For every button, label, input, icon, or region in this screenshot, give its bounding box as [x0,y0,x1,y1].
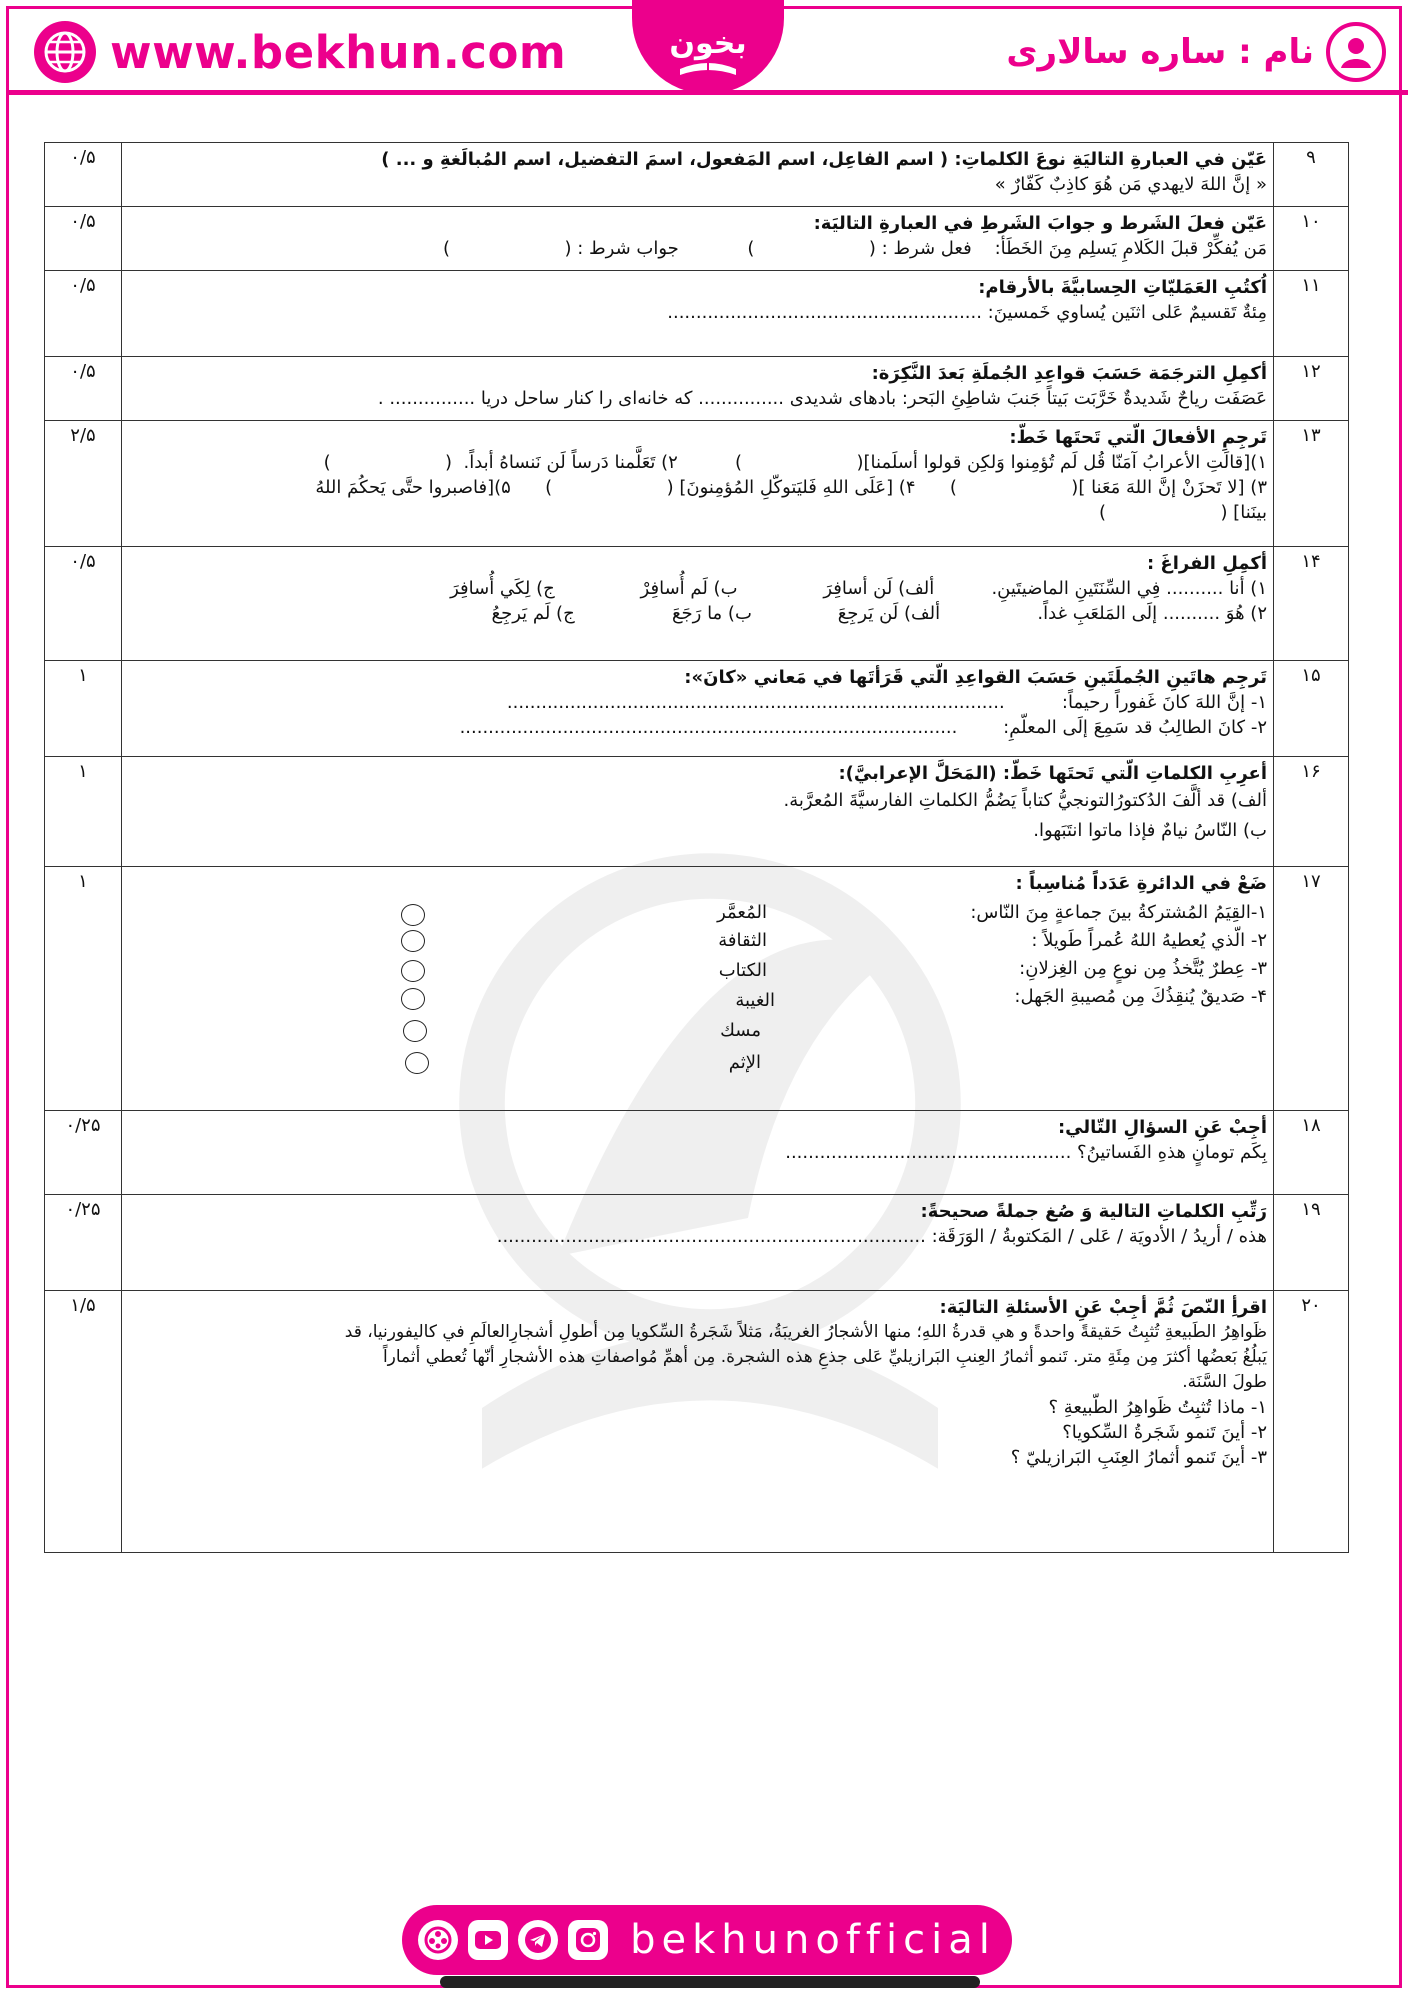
instagram-icon[interactable] [568,1920,608,1960]
user-icon [1326,22,1386,82]
question-line: بینَنا] ( ) [1098,502,1267,523]
question-row-12 [45,357,1349,421]
question-row-10 [45,207,1349,271]
matching-option: الکتاب [718,960,767,981]
question-body [122,207,1274,271]
question-row-16 [45,757,1349,867]
question-score: ۱ [45,867,122,1111]
question-title: عَیّن في العبارةِ التاليَةِ نوعَ الکلماتِ: ( اسم الفاعِل، اسم المَفعول، اسمَ التفضیل، اسم المُبالَغةِ و ... ) [381,149,1267,170]
logo-text: بخون [669,26,747,61]
question-body [122,661,1274,757]
question-body [122,1291,1274,1553]
question-line: مِئةٌ تَقسیمٌ عَلی اثنَین یُساوي خَمسینَ: ....................................................... [667,302,1267,323]
answer-circle[interactable] [401,904,425,926]
question-score: ۰/۵ [45,143,122,207]
question-title: ضَعْ في الدائرةِ عَدَداً مُناسِباً : [1015,873,1267,894]
matching-option: الإثم [728,1052,761,1073]
question-number: ۱۹ [1274,1195,1349,1291]
question-score: ۰/۵ [45,207,122,271]
question-title: عَیّن فعلَ الشَرط و جوابَ الشَرطِ في العبارةِ التاليَة: [813,213,1267,234]
question-line: ألف) قد ألَّفَ الدُکتورُالتونجيُّ کتاباً یَضُمُّ الکلماتِ الفارسیَّةَ المُعرَّبة. [783,790,1267,811]
matching-item: ۲- الّذي یُعطیهُ اللهُ عُمراً طَویلاً : [1031,930,1267,951]
aparat-icon[interactable] [418,1920,458,1960]
question-score: ۱/۵ [45,1291,122,1553]
question-body [122,757,1274,867]
question-row-18 [45,1111,1349,1195]
question-score: ۰/۲۵ [45,1195,122,1291]
question-line: ب) النّاسُ نیامٌ فإذا ماتوا انتَبَهوا. [1033,820,1267,841]
question-line: بِکَم تومانٍ هذهِ الفَساتینُ؟ .................................................. [785,1142,1267,1163]
globe-icon [34,21,96,83]
question-row-19 [45,1195,1349,1291]
question-title: أکمِلِ الفراغَ : [1146,553,1267,574]
question-number: ۱۰ [1274,207,1349,271]
social-handle[interactable]: bekhunofficial [630,1917,996,1963]
answer-circle[interactable] [401,930,425,952]
question-body [122,271,1274,357]
question-body [122,143,1274,207]
question-row-14 [45,547,1349,661]
reading-passage [128,1320,1267,1395]
matching-item: ۱-القِیَمُ المُشترکةُ بینَ جماعةٍ مِنَ النّاس: [970,902,1267,923]
question-score: ۰/۲۵ [45,1111,122,1195]
question-row-9 [45,143,1349,207]
answer-circle[interactable] [403,1020,427,1042]
answer-circle[interactable] [401,988,425,1010]
question-row-11 [45,271,1349,357]
matching-option: مسك [720,1020,761,1041]
question-number: ۱۳ [1274,421,1349,547]
student-name [1006,20,1386,84]
question-line: ۱)[قالَتِ الأعرابُ آمَنّا قُل لَم تُؤمِنوا وَلکِن قولوا أسلَمنا]( ) ۲) تَعَلَّمنا دَرساً لَن نَنساهُ أبداً. ( ) [323,452,1267,473]
matching-option: المُعمَّر [717,902,767,923]
question-title: أعرِبِ الکلماتِ الّتي تَحتَها خَطّ: (المَحَلَّ الإعرابيَّ): [838,763,1267,784]
matching-area [128,896,1267,1086]
matching-option: الثقافة [718,930,767,951]
question-title: رَتِّبِ الکلماتِ التالیة وَ صُغ جملةً صحیحةً: [920,1201,1267,1222]
question-line: ۱) أنا .......... فِي السِّنَتَینِ الماضیتَینِ. ألف) لَن أسافِرَ ب) لَم أُسافِرْ ج) لِکَي أُسافِرَ [450,578,1267,599]
sub-question: ۳- أینَ تَنمو أثمارُ العِنَبِ البَرازیليّ ؟ [1010,1447,1267,1468]
youtube-icon[interactable] [468,1920,508,1960]
question-line: عَصَفَت ریاحٌ شَدیدةٌ خَرَّبَت بَیتاً جَنبَ شاطِئِ البَحر: بادهای شدیدی ............... که خانه‌ای را کنار ساحل دریا ............... . [377,388,1267,409]
passage-line: یَبلُغُ بَعضُها أکثرَ مِن مِئَةِ متر. تَنمو أثمارُ العِنبِ البَرازیليِّ عَلی جذعِ هذه الشجرة. مِن أهمِّ مُواصفاتِ هذه الأشجارِ أنّها تُعطي أثماراً [382,1347,1267,1367]
matching-option: الغیبة [735,990,775,1011]
question-line: ۳) [لا تَحزَنْ إنَّ اللهَ مَعَنا ]( ) ۴) [عَلَی اللهِ فَلیَتوکّلِ المُؤمِنونَ] ( ) ۵)[فاصبروا حتَّی یَحکُمَ اللهُ [315,477,1267,498]
question-body [122,1195,1274,1291]
question-row-20 [45,1291,1349,1553]
question-number: ۲۰ [1274,1291,1349,1553]
question-score: ۰/۵ [45,357,122,421]
question-body [122,1111,1274,1195]
question-body [122,421,1274,547]
telegram-icon[interactable] [518,1920,558,1960]
question-line: هذه / أریدُ / الأدویَة / عَلی / المَکتوبةُ / الوَرَقَة: ........................................................................... [496,1226,1267,1247]
passage-line: ظَواهِرُ الطَبیعةِ تُثبِتُ حَقیقةً واحدةً و هي قدرةُ اللهِ؛ منها الأشجارُ الغریبَةُ، مَثلاً شَجَرةُ السِّکویا مِن أطولِ أشجارِالعالَمِ في کالیفورنیا، قد [344,1322,1267,1342]
question-title: تَرجِمِ الأفعالَ الّتي تَحتَها خَطّ: [1009,427,1267,448]
matching-item: ۴- صَدیقٌ یُنقِذُكَ مِن مُصیبةِ الجَهل: [1014,986,1267,1007]
matching-item: ۳- عِطرٌ یُتَّخذُ مِن نوعٍ مِن الغِزلانِ: [1019,958,1267,979]
question-score: ۱ [45,757,122,867]
question-line: ۱- إنَّ اللهَ کانَ غَفوراً رحیماً: ....................................................................................... [506,692,1267,713]
question-title: اقرأِ النّصَ ثُمَّ أجِبْ عَنِ الأسئلةِ التالیَة: [939,1297,1267,1318]
questions-table [44,142,1349,1553]
question-line: ۲- کانَ الطالِبُ قد سَمِعَ إلَی المعلّمِ: ....................................................................................... [459,717,1267,738]
question-number: ۱۱ [1274,271,1349,357]
answer-circle[interactable] [405,1052,429,1074]
question-score: ۰/۵ [45,271,122,357]
question-title: تَرجِم هاتَینِ الجُملَتَینِ حَسَبَ القواعِدِ الّتي قَرَأتَها في مَعاني «کانَ»: [684,667,1267,688]
footer-shadow [440,1976,980,1988]
question-score: ۱ [45,661,122,757]
website-link[interactable] [34,20,566,84]
question-score: ۰/۵ [45,547,122,661]
question-number: ۹ [1274,143,1349,207]
website-text: www.bekhun.com [110,25,567,79]
question-score: ۲/۵ [45,421,122,547]
question-number: ۱۲ [1274,357,1349,421]
question-row-15 [45,661,1349,757]
question-row-17 [45,867,1349,1111]
question-row-13 [45,421,1349,547]
question-number: ۱۷ [1274,867,1349,1111]
question-title: أجِبْ عَنِ السؤالِ التّالي: [1057,1117,1267,1138]
question-line: مَن یُفکِّرْ قبلَ الکَلامِ یَسلِم مِنَ الخَطَأ: فعل شرط : ( ) جواب شرط : ( ) [443,238,1267,259]
question-title: اُکتُبِ العَمَلیّاتِ الحِسابیَّةَ بالأرقام: [978,277,1267,298]
question-line: « إنَّ اللهَ لایهدي مَن هُوَ کاذِبٌ کَفّارٌ » [994,174,1267,195]
question-number: ۱۶ [1274,757,1349,867]
sub-question: ۲- أینَ تَنمو شَجَرةُ السِّکویا؟ [1062,1422,1267,1443]
question-number: ۱۴ [1274,547,1349,661]
question-number: ۱۸ [1274,1111,1349,1195]
name-label: نام : ساره سالاری [1006,32,1314,72]
answer-circle[interactable] [401,960,425,982]
question-title: أکمِلِ الترجَمَة حَسَبَ قواعِدِ الجُملَةِ بَعدَ النَّکِرَة: [871,363,1267,384]
question-body [122,357,1274,421]
question-line: ۲) هُوَ .......... إلَی المَلعَبِ غداً. ألف) لَن یَرجِعَ ب) ما رَجَعَ ج) لَم یَرجِعُ [491,603,1267,624]
sub-question: ۱- ماذا تُثبِتُ ظَواهِرُ الطّبیعةِ ؟ [1048,1397,1267,1418]
passage-line: طولَ السَّنَة. [1182,1372,1267,1392]
social-footer [402,1905,1012,1975]
question-body [122,547,1274,661]
question-number: ۱۵ [1274,661,1349,757]
question-body [122,867,1274,1111]
